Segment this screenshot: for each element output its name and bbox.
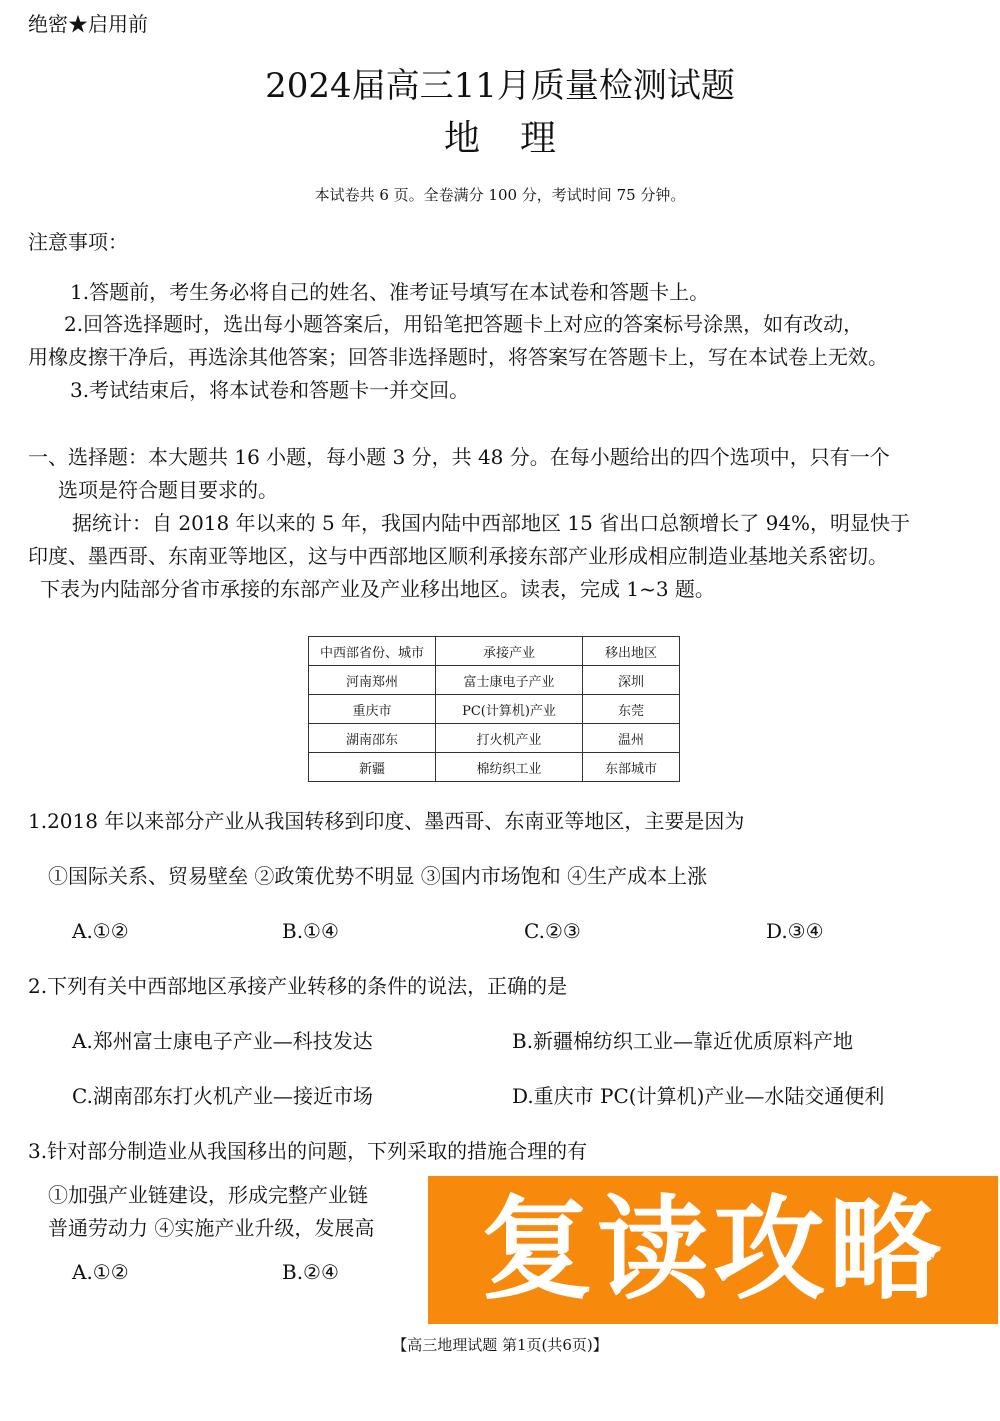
q3-option-a: A.①② xyxy=(72,1260,129,1284)
q1-option-b: B.①④ xyxy=(282,919,339,943)
q2-option-a: A.郑州富士康电子产业—科技发达 xyxy=(72,1029,373,1053)
table-row xyxy=(309,666,680,695)
secret-label: 绝密★启用前 xyxy=(28,12,148,36)
table-cell: 湖南邵东 xyxy=(309,724,436,753)
table-cell: PC(计算机)产业 xyxy=(436,695,583,724)
notice-heading: 注意事项： xyxy=(28,230,128,254)
industry-table xyxy=(308,636,680,782)
q2-option-d: D.重庆市 PC(计算机)产业—水陆交通便利 xyxy=(512,1084,885,1108)
table-cell: 东部城市 xyxy=(583,753,680,782)
section-heading: 一、选择题：本大题共 16 小题，每小题 3 分，共 48 分。在每小题给出的四个选项中，只有一个 xyxy=(28,445,890,469)
page-footer: 【高三地理试题 第1页(共6页)】 xyxy=(392,1336,608,1354)
q1-option-d: D.③④ xyxy=(766,919,824,943)
passage-line: 据统计：自 2018 年以来的 5 年，我国内陆中西部地区 15 省出口总额增长了 94%，明显快于 xyxy=(72,511,911,535)
q3-option-b: B.②④ xyxy=(282,1260,339,1284)
passage-line: 印度、墨西哥、东南亚等地区，这与中西部地区顺利承接东部产业形成相应制造业基地关系密切。 xyxy=(28,544,888,568)
notice-item: 1.答题前，考生务必将自己的姓名、准考证号填写在本试卷和答题卡上。 xyxy=(70,280,710,304)
question-3-items-cont: 普通劳动力 ④实施产业升级，发展高 xyxy=(48,1216,375,1240)
subject-title: 地理 xyxy=(443,118,596,159)
table-row xyxy=(309,695,680,724)
table-row xyxy=(309,753,680,782)
table-cell: 温州 xyxy=(583,724,680,753)
exam-info: 本试卷共 6 页。全卷满分 100 分，考试时间 75 分钟。 xyxy=(314,186,686,204)
passage-line: 下表为内陆部分省市承接的东部产业及产业移出地区。读表，完成 1~3 题。 xyxy=(40,577,715,601)
q1-option-a: A.①② xyxy=(72,919,129,943)
table-header: 移出地区 xyxy=(583,637,680,666)
table-header: 承接产业 xyxy=(436,637,583,666)
q2-option-b: B.新疆棉纺织工业—靠近优质原料产地 xyxy=(512,1029,854,1053)
table-cell: 打火机产业 xyxy=(436,724,583,753)
q2-option-c: C.湖南邵东打火机产业—接近市场 xyxy=(72,1084,373,1108)
watermark-banner: 复读攻略 xyxy=(428,1176,998,1324)
table-cell: 棉纺织工业 xyxy=(436,753,583,782)
question-1-items: ①国际关系、贸易壁垒 ②政策优势不明显 ③国内市场饱和 ④生产成本上涨 xyxy=(48,864,708,888)
table-cell: 东莞 xyxy=(583,695,680,724)
table-row xyxy=(309,724,680,753)
table-header: 中西部省份、城市 xyxy=(309,637,436,666)
section-heading-cont: 选项是符合题目要求的。 xyxy=(58,478,278,502)
table-header-row xyxy=(309,637,680,666)
notice-item: 用橡皮擦干净后，再选涂其他答案；回答非选择题时，将答案写在答题卡上，写在本试卷上无效。 xyxy=(28,345,888,369)
table-cell: 重庆市 xyxy=(309,695,436,724)
table-cell: 深圳 xyxy=(583,666,680,695)
question-2-stem: 2.下列有关中西部地区承接产业转移的条件的说法，正确的是 xyxy=(28,974,568,998)
question-1-stem: 1.2018 年以来部分产业从我国转移到印度、墨西哥、东南亚等地区，主要是因为 xyxy=(28,809,745,833)
q1-option-c: C.②③ xyxy=(524,919,581,943)
table-cell: 河南郑州 xyxy=(309,666,436,695)
table-cell: 新疆 xyxy=(309,753,436,782)
notice-item: 2.回答选择题时，选出每小题答案后，用铅笔把答题卡上对应的答案标号涂黑，如有改动， xyxy=(64,312,864,336)
question-3-stem: 3.针对部分制造业从我国移出的问题，下列采取的措施合理的有 xyxy=(28,1139,588,1163)
exam-title: 2024届高三11月质量检测试题 xyxy=(265,66,735,106)
table-cell: 富士康电子产业 xyxy=(436,666,583,695)
question-3-items: ①加强产业链建设，形成完整产业链 xyxy=(48,1183,368,1207)
notice-item: 3.考试结束后，将本试卷和答题卡一并交回。 xyxy=(70,378,470,402)
